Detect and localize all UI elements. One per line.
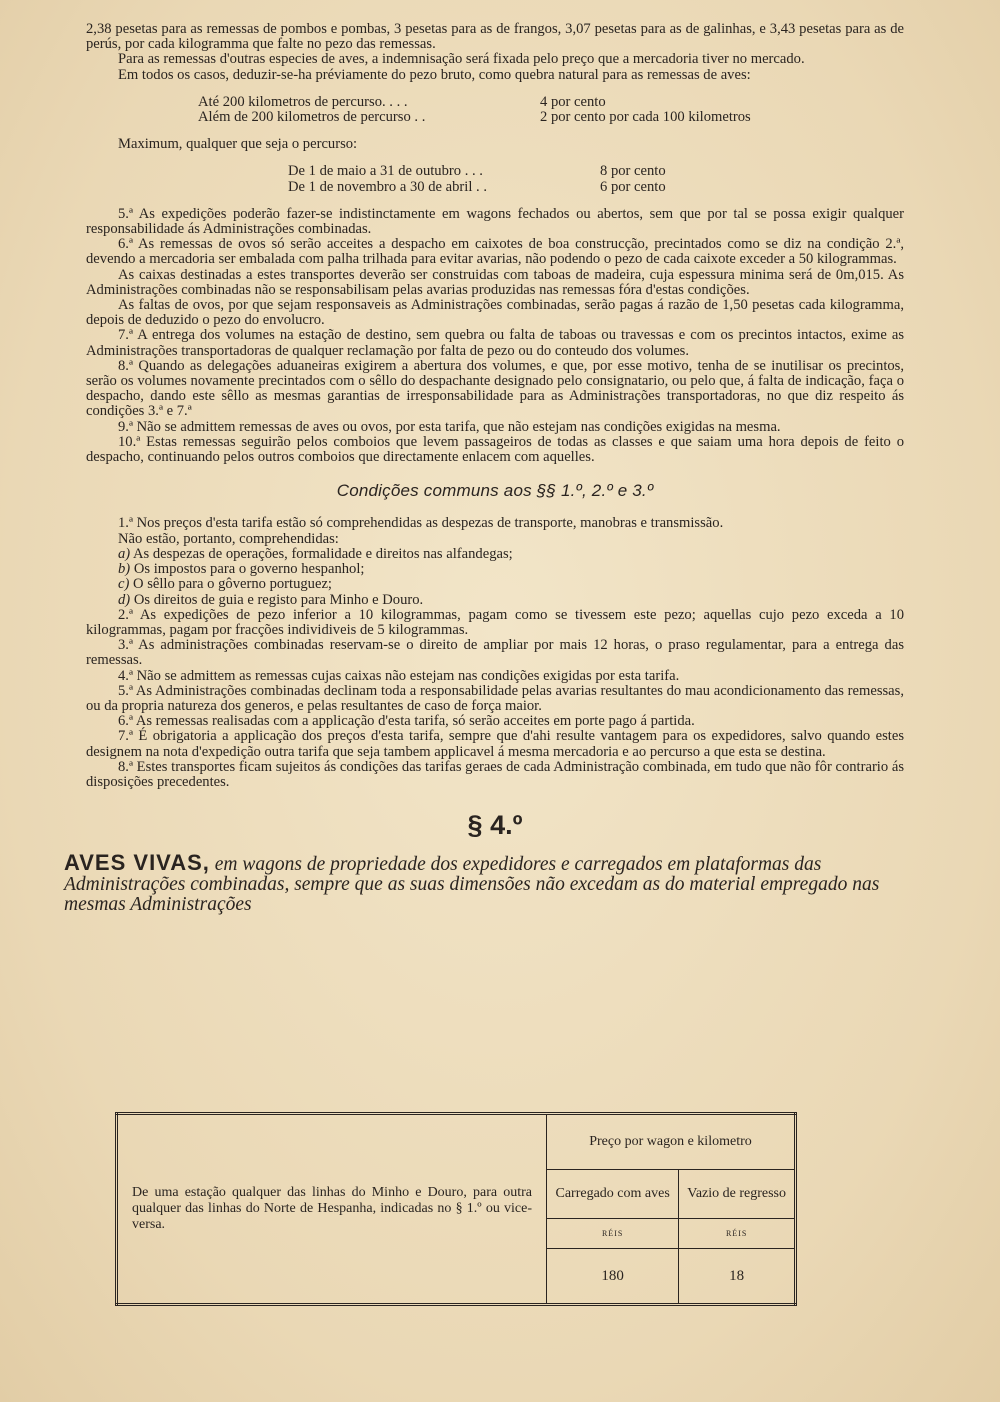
common-condition-5: 5.ª As Administrações combinadas declinam toda a responsabilidade pelas avarias resultantes do mau acondicionamento das remessas, ou da propria natureza dos generos, e pelas resultantes de caso de força maior.	[86, 682, 904, 714]
loss-value: 2 por cento por cada 100 kilometros	[540, 109, 751, 126]
price-header: Preço por wagon e kilometro	[547, 1114, 796, 1170]
loss-label: Além de 200 kilometros de percurso . .	[198, 109, 426, 126]
col-loaded: Carregado com aves	[547, 1170, 679, 1219]
max-label: De 1 de maio a 31 de outubro . . .	[288, 163, 483, 180]
common-condition-1: 1.ª Nos preços d'esta tarifa estão só comprehendidas as despezas de transporte, manobras e transmissão.	[118, 515, 724, 532]
common-condition-1b: Não estão, portanto, comprehendidas:	[118, 530, 339, 547]
common-condition-8: 8.ª Estes transportes ficam sujeitos ás condições das tarifas geraes de cada Administração combinada, em tudo que não fôr contrario ás disposições precedentes.	[86, 758, 904, 790]
unit-empty: RÉIS	[679, 1219, 796, 1249]
section-4-heading: § 4.º	[467, 810, 523, 841]
common-condition-3: 3.ª As administrações combinadas reservam-se o direito de ampliar por mais 12 horas, o praso regulamentar, para a entrega das remessas.	[86, 637, 904, 669]
paragraph-other-species: Para as remessas d'outras especies de aves, a indemnisação será fixada pelo preço que a mercadoria tiver no mercado.	[118, 51, 805, 68]
common-condition-4: 4.ª Não se admittem as remessas cujas caixas não estejam nas condições exigidas por esta tarifa.	[118, 667, 680, 684]
condition-6-eggs: As faltas de ovos, por que sejam responsaveis as Administrações combinadas, serão pagas á razão de 1,50 pesetas cada kilogramma, depois de deduzido o pezo do envolucro.	[86, 297, 904, 329]
condition-5: 5.ª As expedições poderão fazer-se indistinctamente em wagons fechados ou abertos, sem que por tal se possa exigir qualquer responsabilidade ás Administrações combinadas.	[86, 205, 904, 238]
common-condition-7: 7.ª É obrigatoria a applicação dos preços d'esta tarifa, sempre que d'ahi resulte vantagem para os expedidores, salvo quando estes designem na nota d'expedição outra tarifa que seja tambem applicavel á mesma mercadoria e ao percurso a que esta se destina.	[86, 728, 904, 760]
max-label: De 1 de novembro a 30 de abril . .	[288, 178, 487, 195]
condition-10: 10.ª Estas remessas seguirão pelos comboios que levem passageiros de todas as classes e que saiam uma hora depois de feito o despacho, continuando pelos outros comboios que directamente enlacem com aquelles.	[86, 433, 904, 466]
max-value: 6 por cento	[600, 178, 666, 195]
maximum-intro: Maximum, qualquer que seja o percurso:	[118, 136, 358, 153]
natural-loss-list	[198, 95, 818, 125]
aves-vivas-title	[64, 850, 906, 916]
document-body	[64, 21, 904, 916]
common-condition-2: 2.ª As expedições de pezo inferior a 10 kilogrammas, pagam como se tivessem este pezo; aquellas cujo pezo exceda a 10 kilogrammas, pagam por fracções individiveis de 5 kilogrammas.	[86, 606, 904, 638]
list-item: b) Os impostos para o governo hespanhol;	[118, 561, 365, 578]
unit-loaded: RÉIS	[547, 1219, 679, 1249]
exclusions-list	[118, 547, 904, 608]
paragraph-indemnity-rates: 2,38 pesetas para as remessas de pombos e pombas, 3 pesetas para as de frangos, 3,07 pesetas para as de galinhas, e 3,43 pesetas para as de perús, por cada kilogramma que falte no pezo das remessas.	[86, 21, 904, 53]
paragraph-natural-loss: Em todos os casos, deduzir-se-ha préviamente do pezo bruto, como quebra natural para as remessas de aves:	[118, 66, 751, 83]
condition-6: 6.ª As remessas de ovos só serão acceites a despacho em caixotes de boa construcção, precintados como se diz na condição 2.ª, devendo a mercadoria ser embalada com palha trilhada para evitar avarias, não podendo o pezo de cada caixote exceder a 50 kilogrammas.	[86, 236, 904, 268]
condition-7: 7.ª A entrega dos volumes na estação de destino, sem quebra ou falta de taboas ou travessas e com os precintos intactos, exime as Administrações transportadoras de qualquer reclamação por falta de pezo ou do conteudo dos volumes.	[86, 327, 904, 359]
condition-8: 8.ª Quando as delegações aduaneiras exigirem a abertura dos volumes, e que, por esse motivo, tenha de se inutilisar os precintos, serão os volumes novamente precintados com o sêllo do despachante designado pelo consignatario, ou pelo que, á falta de indicação, faça o despacho, dando este sêllo as mesmas garantias de irresponsabilidade para as Administrações transportadoras, no que diz respeito ás condições 3.ª e 7.ª	[86, 357, 904, 420]
loss-value: 4 por cento	[540, 93, 606, 110]
col-empty-return: Vazio de regresso	[679, 1170, 796, 1219]
condition-6-boxes: As caixas destinadas a estes transportes deverão ser construidas com taboas de madeira, cuja espessura minima será de 0m,015. As Administrações combinadas não se responsabilisam pelas avarias produzidas nas remessas fóra d'estas condições.	[86, 266, 904, 298]
maximum-list	[288, 164, 708, 194]
common-condition-6: 6.ª As remessas realisadas com a applicação d'esta tarifa, só serão acceites em porte pago á partida.	[118, 713, 695, 730]
aves-vivas-bold: AVES VIVAS,	[64, 850, 210, 876]
price-empty: 18	[679, 1249, 796, 1305]
loss-label: Até 200 kilometros de percurso. . . .	[198, 93, 408, 110]
aves-vivas-text: em wagons de propriedade dos expedidores e carregados em plataformas das Administrações combinadas, sempre que as suas dimensões não excedam as do material empregado nas mesmas Administrações	[64, 854, 880, 916]
list-item: d) Os direitos de guia e registo para Minho e Douro.	[118, 591, 424, 608]
price-loaded: 180	[547, 1249, 679, 1305]
condition-9: 9.ª Não se admittem remessas de aves ou ovos, por esta tarifa, que não estejam nas condições exigidas na mesma.	[118, 418, 781, 435]
common-conditions-heading: Condições communs aos §§ 1.º, 2.º e 3.º	[336, 481, 654, 501]
route-description: De uma estação qualquer das linhas do Minho e Douro, para outra qualquer das linhas do Norte de Hespanha, indicadas no § 1.º ou vice-versa.	[117, 1114, 547, 1305]
price-table	[115, 1112, 797, 1306]
list-item: c) O sêllo para o gôverno portuguez;	[118, 576, 332, 593]
list-item: a) As despezas de operações, formalidade e direitos nas alfandegas;	[118, 545, 513, 562]
max-value: 8 por cento	[600, 163, 666, 180]
